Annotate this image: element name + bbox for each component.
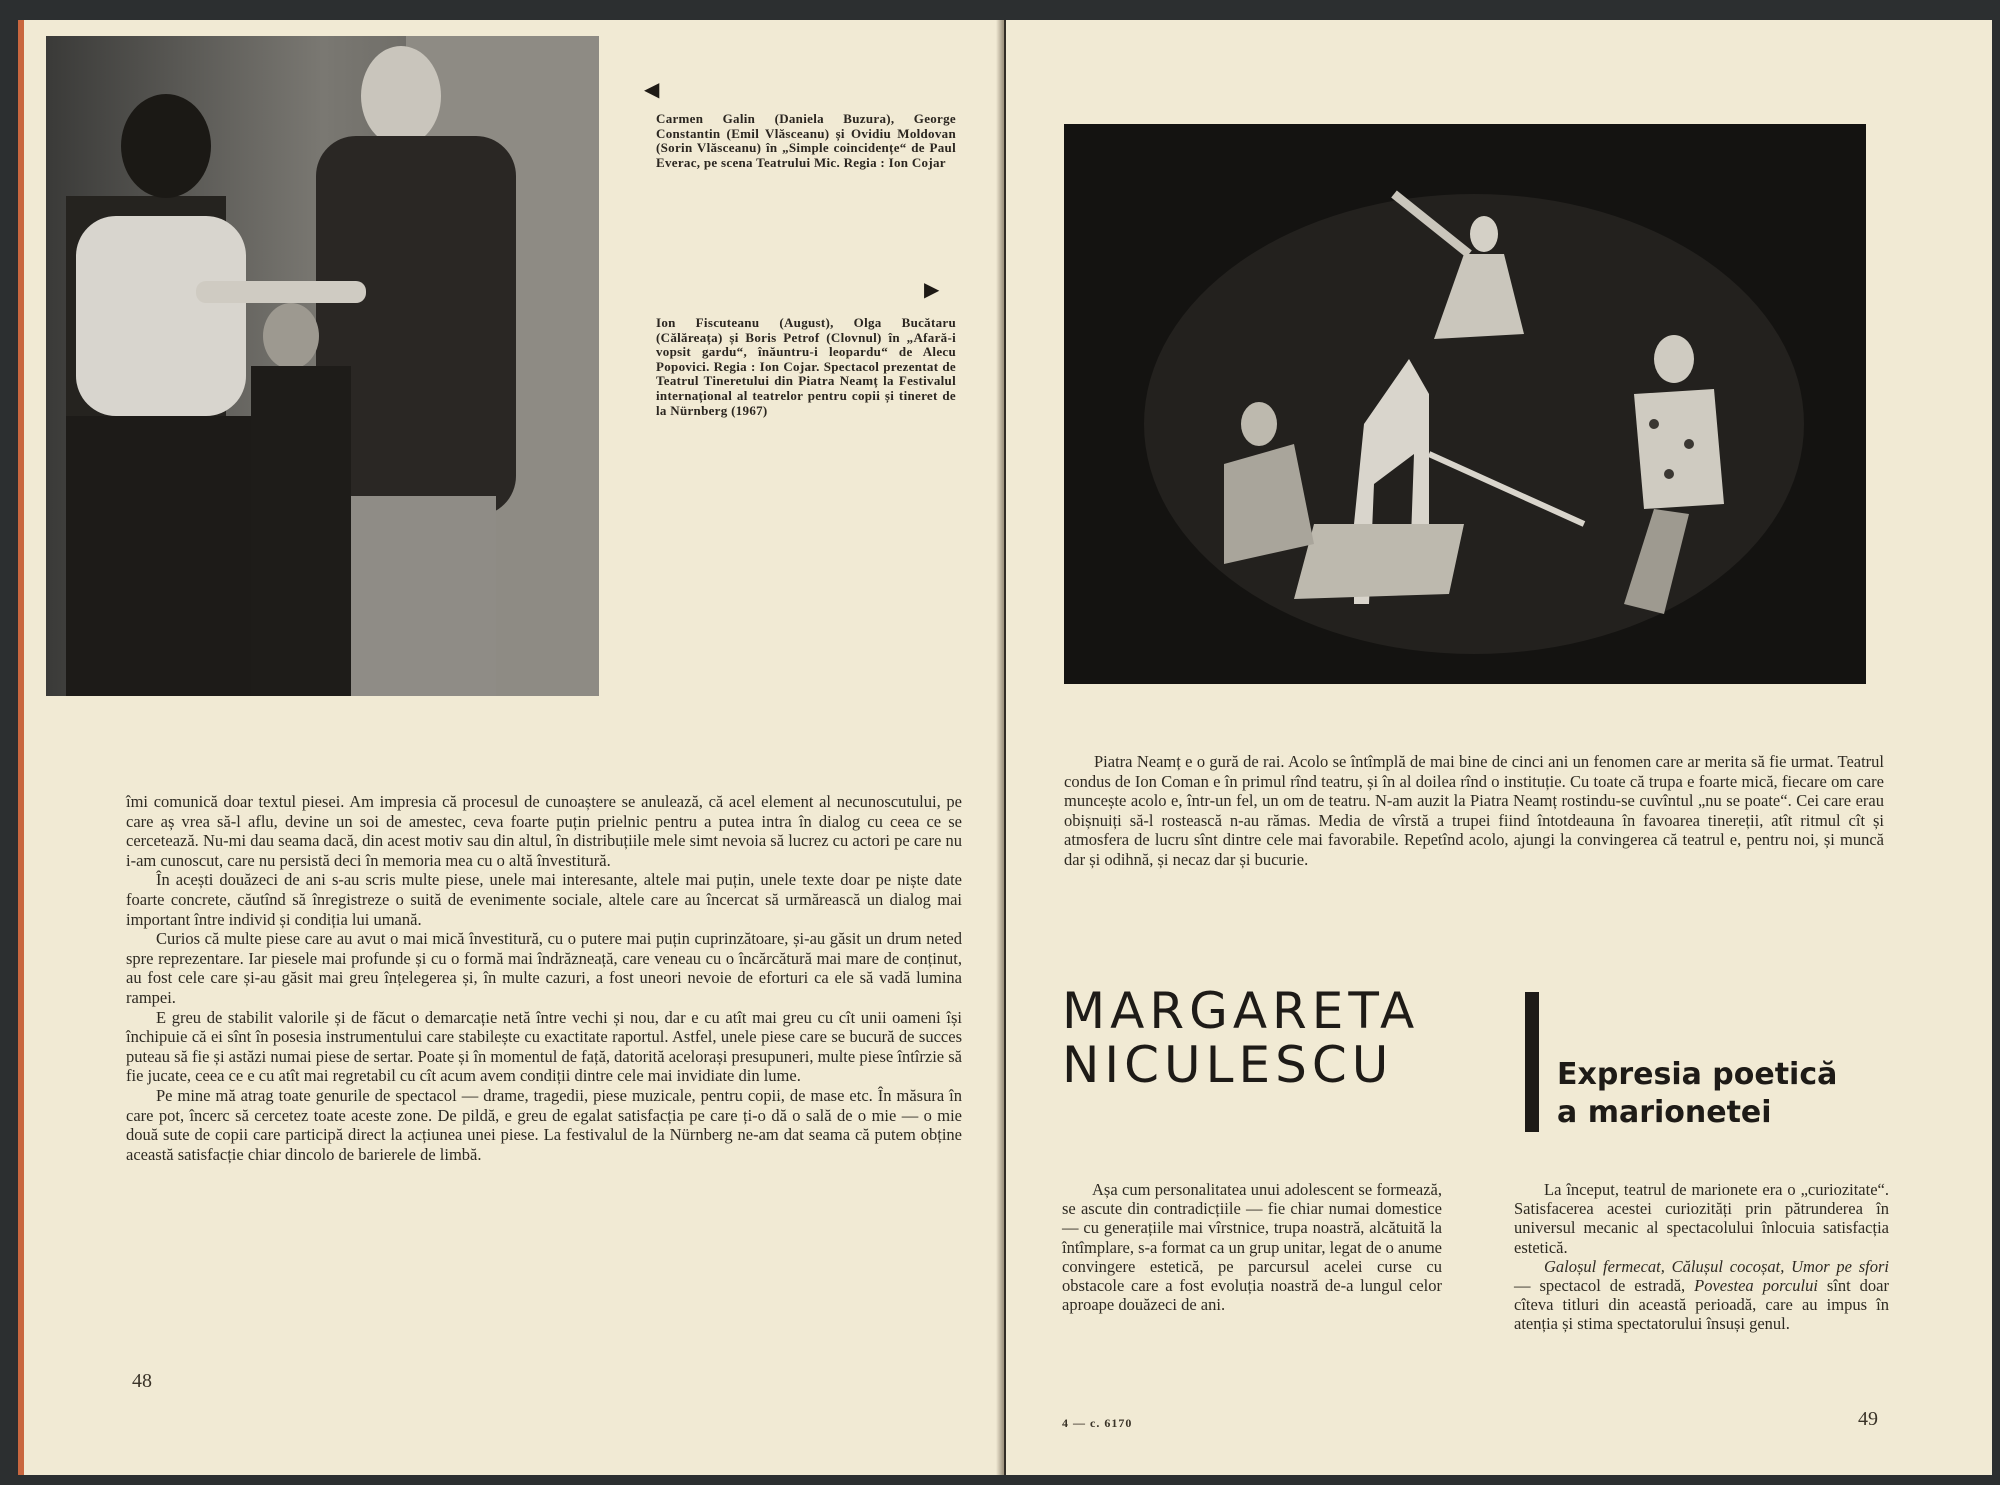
right-page: [1006, 20, 1992, 1475]
author-name: [1062, 984, 1419, 1092]
caption-top: Carmen Galin (Daniela Buzura), George Constantin (Emil Vlăsceanu) și Ovidiu Moldovan (Sorin Vlăsceanu) în „Simple coincidențe“ de Paul Everac, pe scena Teatrului Mic. Regia : Ion Cojar: [656, 111, 956, 170]
column-2-paragraph-1: La început, teatrul de marionete era o „curiozitate“. Satisfacerea acestei curiozități prin pătrunderea în universul mecanic al spectacolului înlocuia satisfacția estetică.: [1514, 1180, 1889, 1257]
play-title: Umor pe sfori: [1791, 1256, 1890, 1276]
paragraph: îmi comunică doar textul piesei. Am impresia că procesul de cunoaștere se anulează, că acel element al necunoscutului, pe care aș vrea să-l aflu, devine un soi de amestec, ceva foarte puțin prielnic pentru a putea intra în dialog cu ceea ce se cercetează. Nu-mi dau seama dacă, din acest motiv sau din altul, în distribuțiile mele simt nevoia să lucrez cu actori pe care nu i-am cunoscut, care nu persistă deci în memoria mea cu o altă învestitură.: [126, 792, 962, 870]
article-column-2: [1514, 1180, 1889, 1334]
caption-bottom: Ion Fiscuteanu (August), Olga Bucătaru (Călăreața) și Boris Petrof (Clovnul) în „Afară-i vopsit gardu“, înăuntru-i leopardu“ de Alecu Popovici. Regia : Ion Cojar. Spectacol prezentat de Teatrul Tineretului din Piatra Neamț la Festivalul internațional al teatrelor pentru copii și tineret de la Nürnberg (1967): [656, 315, 956, 418]
intro-paragraph-block: [1064, 752, 1884, 870]
photo-illustration: [46, 36, 599, 696]
paragraph: În acești douăzeci de ani s-au scris multe piese, unele mai interesante, altele mai puțin, unele texte doar pe niște date foarte concrete, căutînd să înregistreze o suită de evenimente sociale, altele care au încercat să urmărească un dialog mai important între individ și condiția lui umană.: [126, 870, 962, 929]
play-title: Povestea porcului: [1694, 1276, 1818, 1296]
footer-code: 4 — c. 6170: [1062, 1416, 1133, 1430]
stage-photo-afara-i-vopsit-gardu: [1064, 124, 1866, 684]
page-number-left: 48: [132, 1370, 152, 1392]
column-2-text: sînt doar cîteva titluri din această perioadă, care au impus în atenția și stima spectatorului însuși genul.: [1514, 1276, 1889, 1334]
title-divider-bar: [1525, 992, 1539, 1132]
caption-pointer-right-icon: ▶: [924, 279, 940, 301]
article-title-line-2: a marionetei: [1557, 1095, 1772, 1130]
left-body-text: [126, 792, 962, 1164]
caption-pointer-left-icon: ◀: [644, 79, 660, 101]
column-2-paragraph-2: [1514, 1257, 1889, 1334]
play-title: Călușul cocoșat,: [1671, 1256, 1785, 1276]
paragraph: Pe mine mă atrag toate genurile de spectacol — drame, tragedii, piese muzicale, pentru copii, de mase etc. În măsura în care pot, încerc să cercetez toate aceste zone. De pildă, e greu de egalat satisfacția pe care ți-o dă o sală de o mie — o mie două sute de copii care participă direct la acțiunea unei piese. La festivalul de la Nürnberg ne-am dat seama că putem obține această satisfacție chiar dincolo de barierele de limbă.: [126, 1085, 962, 1164]
page-number-right: 49: [1858, 1408, 1878, 1430]
paragraph: E greu de stabilit valorile și de făcut o demarcație netă între vechi și nou, dar e cu atît mai greu cu cît unii oameni își închipuie că ei sînt în posesia instrumentului care stabilește cu exactitate raportul. Astfel, unele piese care se bucură de succes puteau să fie și astăzi numai piese de sertar. Poate și în momentul de față, datorită acelorași presupuneri, multe piese întîrzie să fie jucate, ceea ce e cu atît mai regretabil cu cît acum avem condiții dintre cele mai invidiate din lume.: [126, 1007, 962, 1086]
paragraph: Curios că multe piese care au avut o mai mică învestitură, cu o putere mai puțin cuprinzătoare, și-au găsit un drum neted spre reprezentare. Iar piesele mai profunde și cu o formă mai îndrăzneață, care veneau cu o încărcătură mai mare de conținut, au fost cele care și-au găsit mai greu înțelegerea și, în multe cazuri, a fost uneori nevoie de eforturi ca ele să vadă lumina rampei.: [126, 929, 962, 1007]
play-title: Galoșul fermecat,: [1544, 1256, 1665, 1276]
author-first-name: MARGARETA: [1062, 982, 1420, 1040]
photo-illustration: [1064, 124, 1866, 684]
author-last-name: NICULESCU: [1062, 1036, 1394, 1094]
column-1-paragraph: Așa cum personalitatea unui adolescent se formează, se ascute din contradicțiile — fie chiar numai domestice — cu generațiile mai vîrstnice, trupa noastră, alcătuită la întîmplare, s-a format ca un grup unitar, legat de o anume convingere estetică, pe parcursul acelei curse cu obstacole care a fost evoluția noastră de-a lungul celor aproape douăzeci de ani.: [1062, 1180, 1442, 1315]
column-2-text: — spectacol de estradă,: [1514, 1276, 1686, 1296]
intro-paragraph: Piatra Neamț e o gură de rai. Acolo se întîmplă de mai bine de cinci ani un fenomen care ar merita să fie urmat. Teatrul condus de Ion Coman e în primul rînd teatru, și în al doilea rînd o instituție. Cu toate că trupa e foarte mică, fiecare om care muncește acolo e, într-un fel, un om de teatru. N-am auzit la Piatra Neamț rostindu-se cuvîntul „nu se poate“. Cei care erau obișnuiți să-l rostească n-au rămas. Media de vîrstă a trupei fiind întotdeauna în favoarea tinereții, atît ritmul cît și atmosfera de lucru sînt dintre cele mai favorabile. Repetînd acolo, ajungi la convingerea că teatrul e, pentru noi, și muncă dar și odihnă, și necaz dar și bucurie.: [1064, 752, 1884, 869]
stage-photo-simple-coincidente: [46, 36, 599, 696]
article-title: [1557, 1056, 1837, 1132]
left-page: [18, 20, 1004, 1475]
article-title-line-1: Expresia poetică: [1557, 1057, 1838, 1092]
article-column-1: [1062, 1180, 1442, 1314]
